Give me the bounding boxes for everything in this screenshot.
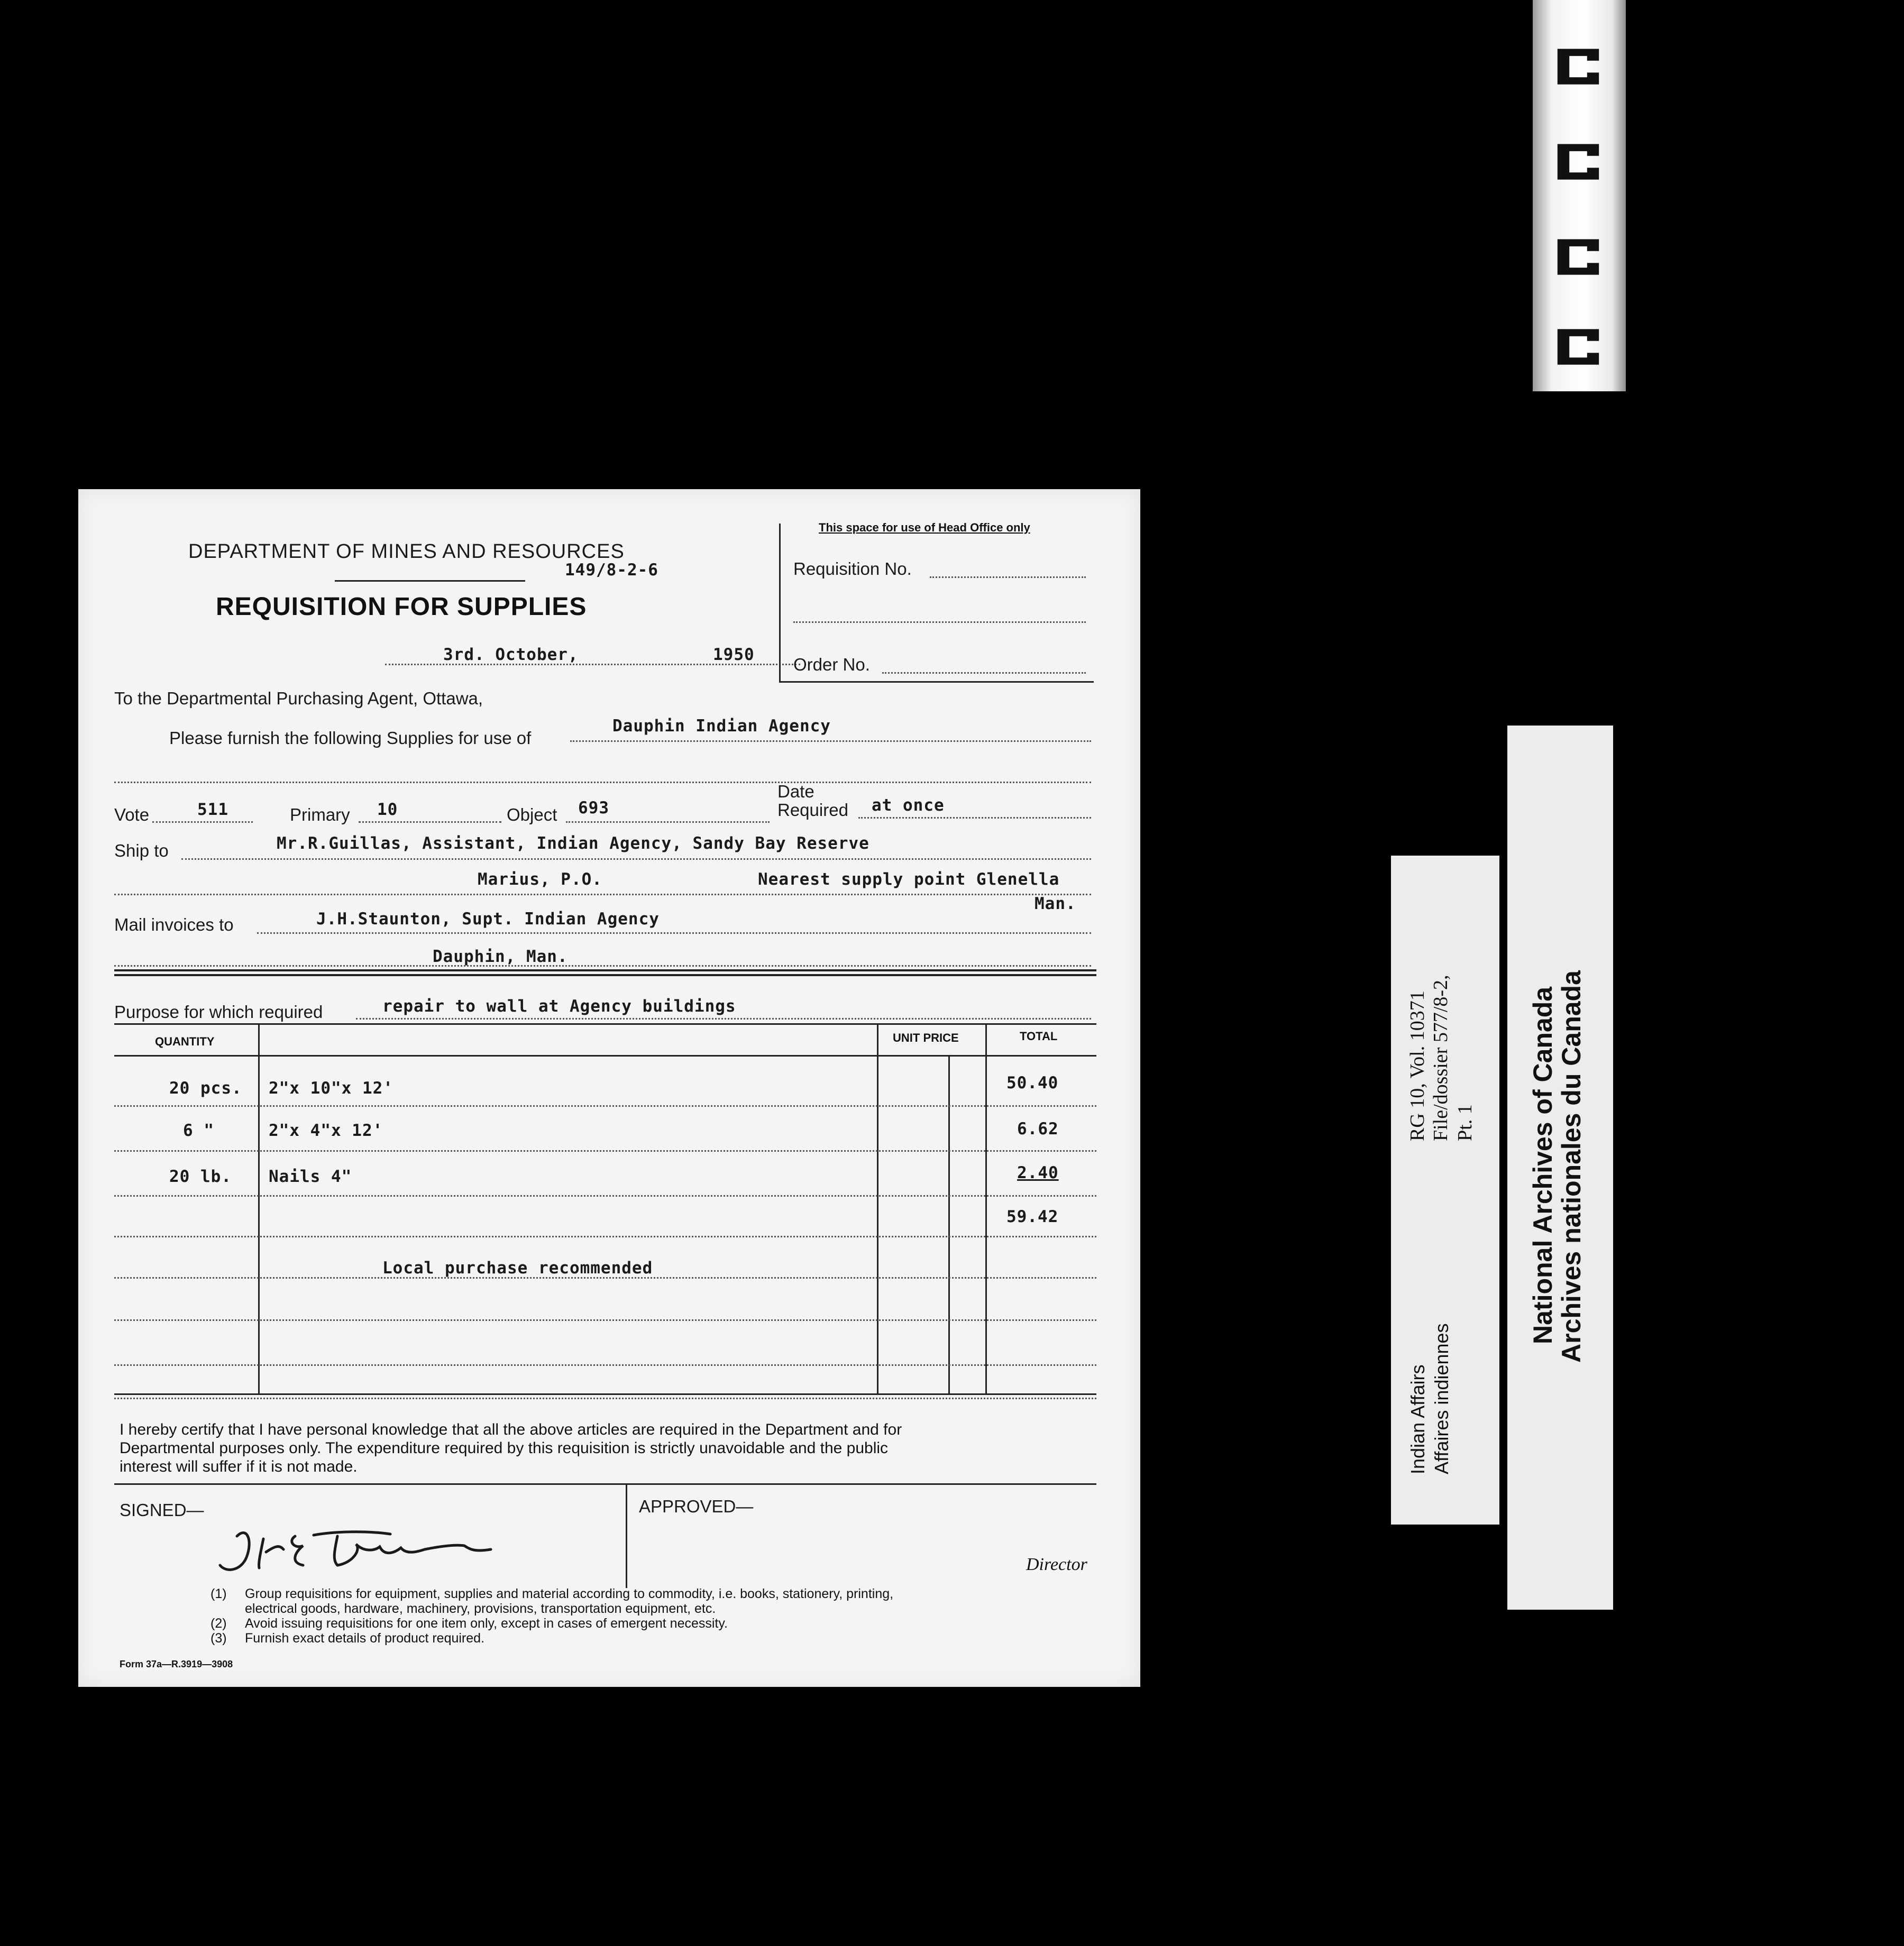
archive-label-line-4: File/dossier 577/8-2, bbox=[1430, 975, 1452, 1141]
archive-label-line-2: Affaires indiennes bbox=[1431, 1323, 1452, 1474]
film-frame-mark-icon bbox=[1549, 317, 1608, 377]
signed-label: SIGNED— bbox=[120, 1500, 204, 1520]
purpose-label: Purpose for which required bbox=[114, 1002, 323, 1022]
required-value: at once bbox=[872, 796, 945, 815]
furnish-line-2 bbox=[114, 782, 1091, 783]
ship-to-line-2b: Nearest supply point Glenella bbox=[758, 870, 1060, 889]
file-number: 149/8-2-6 bbox=[565, 561, 658, 580]
date-year: 1950 bbox=[713, 645, 755, 664]
ship-to-line-2a: Marius, P.O. bbox=[478, 870, 602, 889]
order-no-line bbox=[882, 672, 1086, 674]
furnish-value: Dauphin Indian Agency bbox=[612, 717, 831, 736]
signature-graphic bbox=[216, 1520, 512, 1578]
table-col-divider-2 bbox=[877, 1023, 878, 1393]
row-2-description: 2"x 4"x 12' bbox=[269, 1121, 383, 1140]
row-3-quantity: 20 lb. bbox=[169, 1167, 232, 1186]
approved-label: APPROVED— bbox=[639, 1497, 754, 1516]
date-day: 3rd. October, bbox=[443, 645, 579, 664]
department-heading: DEPARTMENT OF MINES AND RESOURCES bbox=[188, 540, 625, 563]
archive-label-line-5: Pt. 1 bbox=[1454, 1104, 1476, 1141]
order-no-label: Order No. bbox=[793, 655, 870, 674]
table-col-divider-1 bbox=[258, 1023, 260, 1393]
to-line: To the Departmental Purchasing Agent, Ottawa, bbox=[114, 689, 483, 708]
footnote-2-number: (2) bbox=[210, 1616, 227, 1631]
requisition-no-label: Requisition No. bbox=[793, 559, 912, 579]
head-office-blank-line bbox=[793, 621, 1086, 623]
mail-invoices-line-2-value: Dauphin, Man. bbox=[433, 947, 568, 966]
archives-name-french: Archives nationales du Canada bbox=[1557, 970, 1586, 1363]
row-3-total: 2.40 bbox=[1017, 1163, 1059, 1182]
certification-line-1: I hereby certify that I have personal knowledge that all the above articles are required in the Department and for bbox=[120, 1421, 902, 1438]
footnote-3-number: (3) bbox=[210, 1631, 227, 1646]
head-office-box-left-border bbox=[779, 524, 781, 681]
table-row-line bbox=[114, 1150, 1096, 1152]
archive-reference-label bbox=[1391, 856, 1499, 1525]
requisition-form bbox=[78, 489, 1140, 1687]
film-edge-strip bbox=[1533, 0, 1626, 391]
table-row-line bbox=[114, 1319, 1096, 1321]
footnote-3-text: Furnish exact details of product required. bbox=[245, 1631, 485, 1646]
row-1-total: 50.40 bbox=[1006, 1073, 1059, 1093]
ship-to-label: Ship to bbox=[114, 841, 169, 860]
date-label: Date bbox=[777, 782, 814, 801]
mail-invoices-line-2 bbox=[114, 965, 1091, 967]
footnote-1-number: (1) bbox=[210, 1586, 227, 1601]
table-row-line bbox=[114, 1364, 1096, 1366]
ship-to-line-2 bbox=[114, 894, 1091, 895]
primary-line bbox=[359, 821, 501, 823]
section-double-rule-top bbox=[114, 969, 1096, 971]
head-office-heading: This space for use of Head Office only bbox=[819, 521, 1030, 534]
table-bottom-dotted-rule bbox=[114, 1398, 1096, 1399]
required-line bbox=[858, 817, 1091, 819]
footnote-1-line-1: Group requisitions for equipment, supplies and material according to commodity, i.e. books, stationery, printing, bbox=[245, 1586, 894, 1601]
purpose-line bbox=[356, 1018, 1091, 1020]
mail-invoices-line-1: J.H.Staunton, Supt. Indian Agency bbox=[316, 910, 660, 929]
signature-handwriting bbox=[216, 1520, 512, 1578]
table-row-line bbox=[114, 1195, 1096, 1197]
row-3-description: Nails 4" bbox=[269, 1167, 352, 1186]
object-line bbox=[566, 821, 770, 823]
required-label: Required bbox=[777, 800, 848, 820]
table-row-line bbox=[114, 1236, 1096, 1237]
form-title: REQUISITION FOR SUPPLIES bbox=[216, 593, 587, 621]
footnote-2-text: Avoid issuing requisitions for one item only, except in cases of emergent necessity. bbox=[245, 1616, 728, 1631]
table-col-divider-4 bbox=[985, 1023, 987, 1393]
header-rule bbox=[335, 580, 525, 582]
ship-to-line-1: Mr.R.Guillas, Assistant, Indian Agency, Sandy Bay Reserve bbox=[277, 834, 869, 853]
table-note: Local purchase recommended bbox=[382, 1259, 653, 1278]
object-label: Object bbox=[507, 805, 557, 824]
ship-to-line bbox=[181, 858, 1091, 860]
certification-line-3: interest will suffer if it is not made. bbox=[120, 1458, 358, 1475]
archives-name-english: National Archives of Canada bbox=[1528, 986, 1558, 1344]
grand-total: 59.42 bbox=[1006, 1207, 1059, 1226]
head-office-box-bottom-border bbox=[779, 681, 1094, 683]
row-1-quantity: 20 pcs. bbox=[169, 1079, 242, 1098]
vote-value: 511 bbox=[197, 800, 228, 819]
national-archives-label bbox=[1507, 726, 1613, 1610]
section-double-rule-bottom bbox=[114, 974, 1096, 976]
footnote-1-line-2: electrical goods, hardware, machinery, provisions, transportation equipment, etc. bbox=[245, 1601, 716, 1616]
mail-invoices-line bbox=[257, 932, 1091, 934]
quantity-column-header: QUANTITY bbox=[155, 1035, 215, 1048]
table-bottom-rule bbox=[114, 1393, 1096, 1395]
vote-label: Vote bbox=[114, 805, 150, 824]
row-1-description: 2"x 10"x 12' bbox=[269, 1079, 393, 1098]
requisition-no-line bbox=[930, 576, 1086, 578]
director-label: Director bbox=[1026, 1555, 1087, 1574]
row-2-total: 6.62 bbox=[1017, 1119, 1059, 1139]
row-2-quantity: 6 " bbox=[183, 1121, 214, 1140]
mail-invoices-label: Mail invoices to bbox=[114, 915, 234, 934]
form-number: Form 37a—R.3919—3908 bbox=[120, 1659, 233, 1669]
total-column-header: TOTAL bbox=[1020, 1030, 1058, 1043]
primary-label: Primary bbox=[290, 805, 350, 824]
furnish-label: Please furnish the following Supplies for use of bbox=[169, 728, 532, 748]
table-top-rule bbox=[114, 1023, 1096, 1025]
vote-line bbox=[152, 821, 253, 823]
film-frame-mark-icon bbox=[1549, 37, 1608, 96]
object-value: 693 bbox=[578, 798, 609, 818]
table-row-line bbox=[114, 1105, 1096, 1107]
archive-label-line-3: RG 10, Vol. 10371 bbox=[1406, 990, 1429, 1141]
signature-section-rule bbox=[114, 1483, 1096, 1485]
film-frame-mark-icon bbox=[1549, 132, 1608, 191]
unit-price-column-header: UNIT PRICE bbox=[893, 1031, 959, 1044]
signature-section-divider bbox=[626, 1483, 627, 1588]
certification-line-2: Departmental purposes only. The expenditure required by this requisition is strictly unavoidable and the public bbox=[120, 1439, 889, 1457]
ship-to-line-3: Man. bbox=[1035, 894, 1076, 913]
archive-label-line-1: Indian Affairs bbox=[1407, 1364, 1429, 1474]
primary-value: 10 bbox=[377, 800, 398, 819]
furnish-line bbox=[570, 740, 1091, 742]
purpose-value: repair to wall at Agency buildings bbox=[382, 997, 736, 1016]
film-frame-mark-icon bbox=[1549, 227, 1608, 287]
